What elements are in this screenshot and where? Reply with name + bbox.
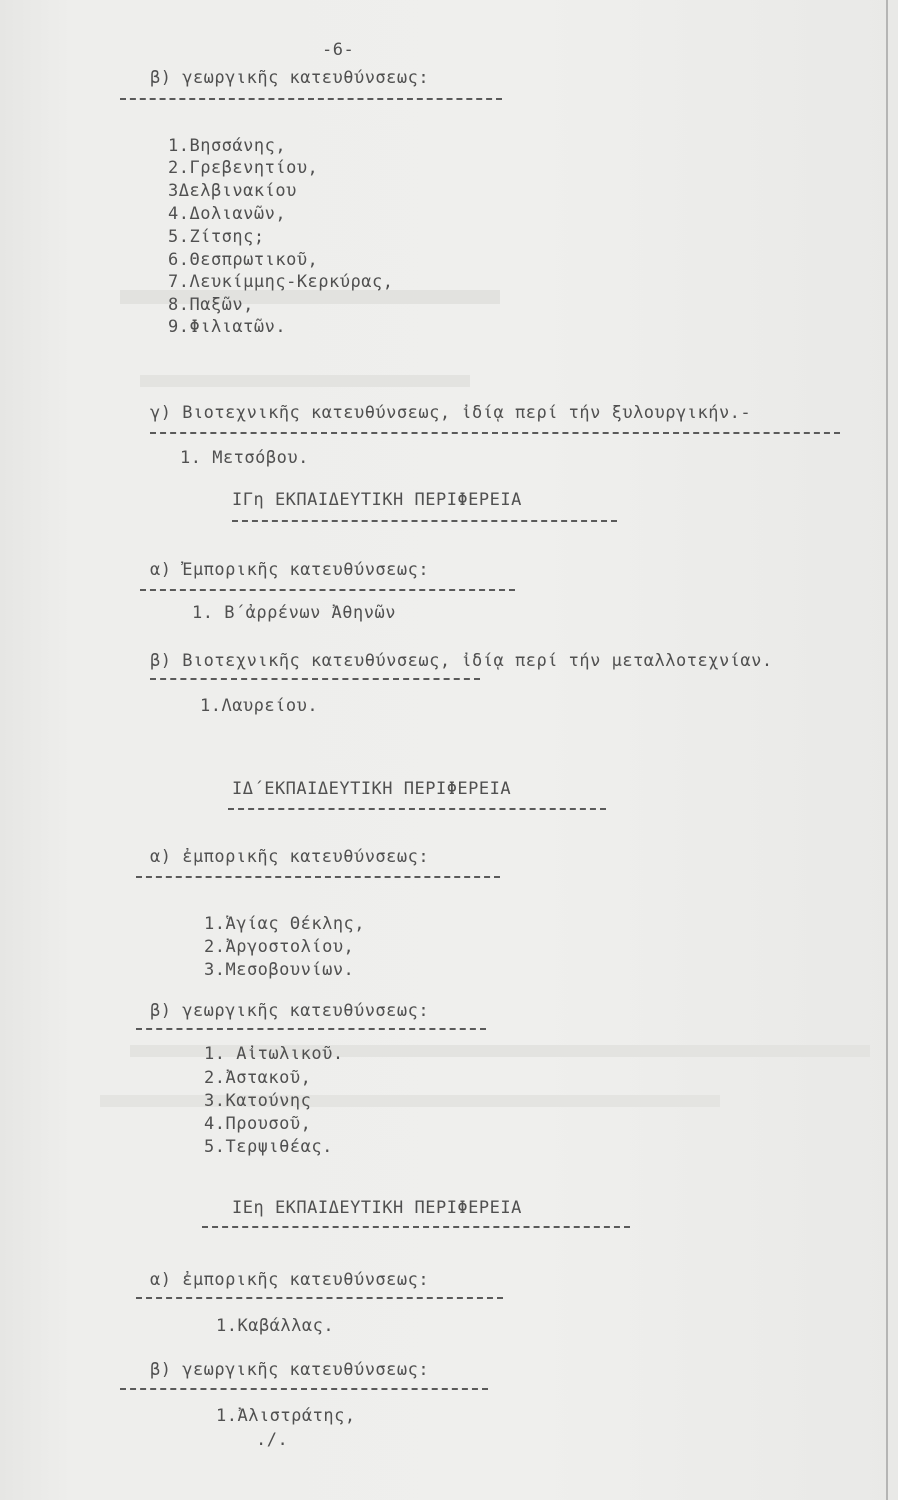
section-heading: β) γεωργικῆς κατευθύνσεως: bbox=[150, 68, 430, 88]
list-item: 3.Κατούνης bbox=[204, 1091, 312, 1111]
list-item: 4.Προυσοῦ, bbox=[204, 1114, 312, 1134]
section-heading: α) Ἐμπορικῆς κατευθύνσεως: bbox=[150, 560, 430, 580]
heading-underline bbox=[150, 432, 840, 434]
region-title: ΙΔ΄ΕΚΠΑΙΔΕΥΤΙΚΗ ΠΕΡΙΦΕΡΕΙΑ bbox=[232, 779, 512, 799]
list-item: 1. Β΄ἀρρένων Ἀθηνῶν bbox=[192, 603, 396, 623]
bleed-through-mark bbox=[100, 1095, 720, 1107]
heading-underline bbox=[136, 1028, 486, 1030]
list-item: 3Δελβινακίου bbox=[168, 181, 297, 201]
list-item: 1.Βησσάνης, bbox=[168, 136, 287, 156]
heading-underline bbox=[140, 589, 515, 591]
continuation-mark: ./. bbox=[256, 1430, 289, 1450]
list-item: 5.Τερψιθέας. bbox=[204, 1137, 333, 1157]
section-heading: β) γεωργικῆς κατευθύνσεως: bbox=[150, 1360, 430, 1380]
list-item: 1.Ἀλιστράτης, bbox=[216, 1406, 356, 1426]
heading-underline bbox=[120, 1388, 488, 1390]
heading-underline bbox=[120, 98, 502, 100]
bleed-through-mark bbox=[140, 375, 470, 387]
section-heading: β) γεωργικῆς κατευθύνσεως: bbox=[150, 1001, 430, 1021]
heading-underline bbox=[136, 876, 500, 878]
list-item: 5.Ζίτσης; bbox=[168, 227, 265, 247]
list-item: 1.Λαυρείου. bbox=[200, 696, 319, 716]
section-heading: α) ἐμπορικῆς κατευθύνσεως: bbox=[150, 1270, 430, 1290]
list-item: 8.Παξῶν, bbox=[168, 295, 254, 315]
list-item: 1. Αἰτωλικοῦ. bbox=[204, 1044, 344, 1064]
region-title: ΙΕη ΕΚΠΑΙΔΕΥΤΙΚΗ ΠΕΡΙΦΕΡΕΙΑ bbox=[232, 1198, 522, 1218]
list-item: 1.Καβάλλας. bbox=[216, 1316, 335, 1336]
region-title-underline bbox=[228, 808, 606, 810]
page-edge-line bbox=[886, 0, 888, 1500]
page-number: -6- bbox=[322, 40, 355, 60]
list-item: 1.Ἁγίας Θέκλης, bbox=[204, 914, 366, 934]
list-item: 9.Φιλιατῶν. bbox=[168, 317, 287, 337]
list-item: 3.Μεσοβουνίων. bbox=[204, 960, 355, 980]
heading-underline bbox=[136, 1297, 503, 1299]
list-item: 4.Δολιανῶν, bbox=[168, 204, 287, 224]
list-item: 2.Γρεβενητίου, bbox=[168, 158, 319, 178]
list-item: 1. Μετσόβου. bbox=[180, 448, 309, 468]
list-item: 2.Ἀστακοῦ, bbox=[204, 1068, 312, 1088]
list-item: 7.Λευκίμμης-Κερκύρας, bbox=[168, 272, 394, 292]
heading-underline bbox=[150, 678, 480, 680]
region-title: ΙΓη ΕΚΠΑΙΔΕΥΤΙΚΗ ΠΕΡΙΦΕΡΕΙΑ bbox=[232, 490, 522, 510]
list-item: 2.Ἀργοστολίου, bbox=[204, 937, 355, 957]
region-title-underline bbox=[202, 1226, 630, 1228]
section-heading: α) ἐμπορικῆς κατευθύνσεως: bbox=[150, 847, 430, 867]
section-heading: γ) Βιοτεχνικῆς κατευθύνσεως, ἰδίᾳ περί τήν ξυλουργικήν.- bbox=[150, 403, 752, 423]
list-item: 6.Θεσπρωτικοῦ, bbox=[168, 250, 319, 270]
section-heading: β) Βιοτεχνικῆς κατευθύνσεως, ἰδίᾳ περί τήν μεταλλοτεχνίαν. bbox=[150, 651, 773, 671]
region-title-underline bbox=[232, 520, 617, 522]
